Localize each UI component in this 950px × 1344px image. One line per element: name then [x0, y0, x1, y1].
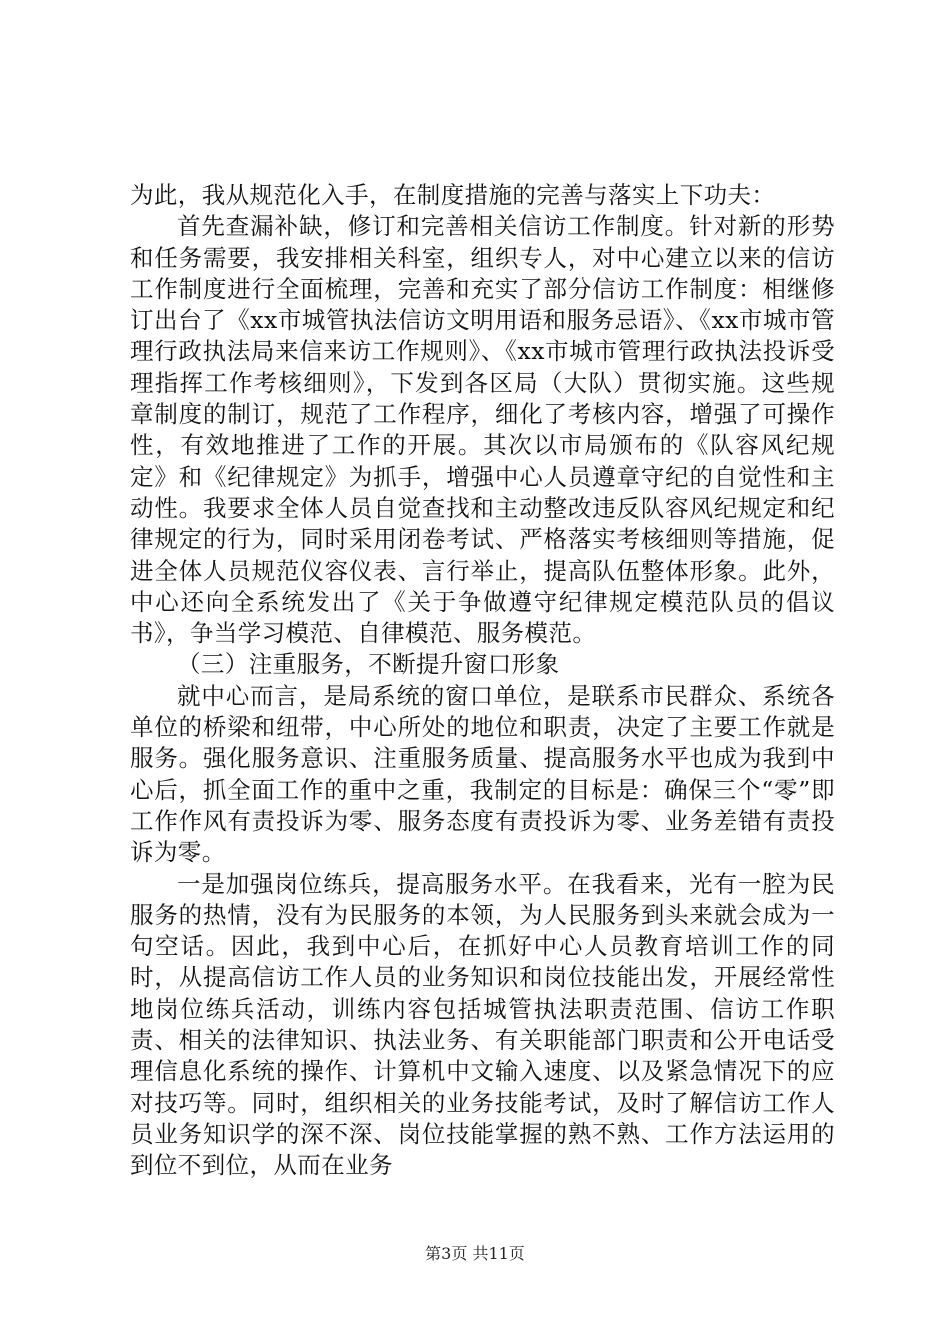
paragraph-job-training: 一是加强岗位练兵，提高服务水平。在我看来，光有一腔为民服务的热情，没有为民服务的本领，为人民服务到头来就会成为一句空话。因此，我到中心后，在抓好中心人员教育培训工作的同时，从提高信访工作人员的业务知识和岗位技能出发，开展经常性地岗位练兵活动，训练内容包括城管执法职责范围、信访工作职责、相关的法律知识、执法业务、有关职能部门职责和公开电话受理信息化系统的操作、计算机中文输入速度、以及紧急情况下的应对技巧等。同时，组织相关的业务技能考试，及时了解信访工作人员业务知识学的深不深、岗位技能掌握的熟不熟、工作方法运用的到位不到位，从而在业务 [130, 869, 835, 1180]
paragraph-intro: 为此，我从规范化入手，在制度措施的完善与落实上下功夫： [130, 181, 776, 209]
paragraph-system-improvement: 首先查漏补缺，修订和完善相关信访工作制度。针对新的形势和任务需要，我安排相关科室，组织专人，对中心建立以来的信访工作制度进行全面梳理，完善和充实了部分信访工作制度：相继修订出台了《xx市城管执法信访文明用语和服务忌语》、《xx市城市管理行政执法局来信来访工作规则》、《xx市城市管理行政执法投诉受理指挥工作考核细则》，下发到各区局（大队）贯彻实施。这些规章制度的制订，规范了工作程序，细化了考核内容，增强了可操作性，有效地推进了工作的开展。其次以市局颁布的《队容风纪规定》和《纪律规定》为抓手，增强中心人员遵章守纪的自觉性和主动性。我要求全体人员自觉查找和主动整改违反队容风纪规定和纪律规定的行为，同时采用闭卷考试、严格落实考核细则等措施，促进全体人员规范仪容仪表、言行举止，提高队伍整体形象。此外，中心还向全系统发出了《关于争做遵守纪律规定模范队员的倡议书》，争当学习模范、自律模范、服务模范。 [130, 212, 835, 648]
page-number-footer: 第3页 共11页 [425, 1244, 525, 1263]
document-body [130, 180, 835, 1182]
section-heading-service: （三）注重服务，不断提升窗口形象 [177, 650, 560, 679]
paragraph-service-goals: 就中心而言，是局系统的窗口单位，是联系市民群众、系统各单位的桥梁和纽带，中心所处的地位和职责，决定了主要工作就是服务。强化服务意识、注重服务质量、提高服务水平也成为我到中心后，抓全面工作的重中之重，我制定的目标是：确保三个“零”即工作作风有责投诉为零、服务态度有责投诉为零、业务差错有责投诉为零。 [130, 681, 835, 867]
